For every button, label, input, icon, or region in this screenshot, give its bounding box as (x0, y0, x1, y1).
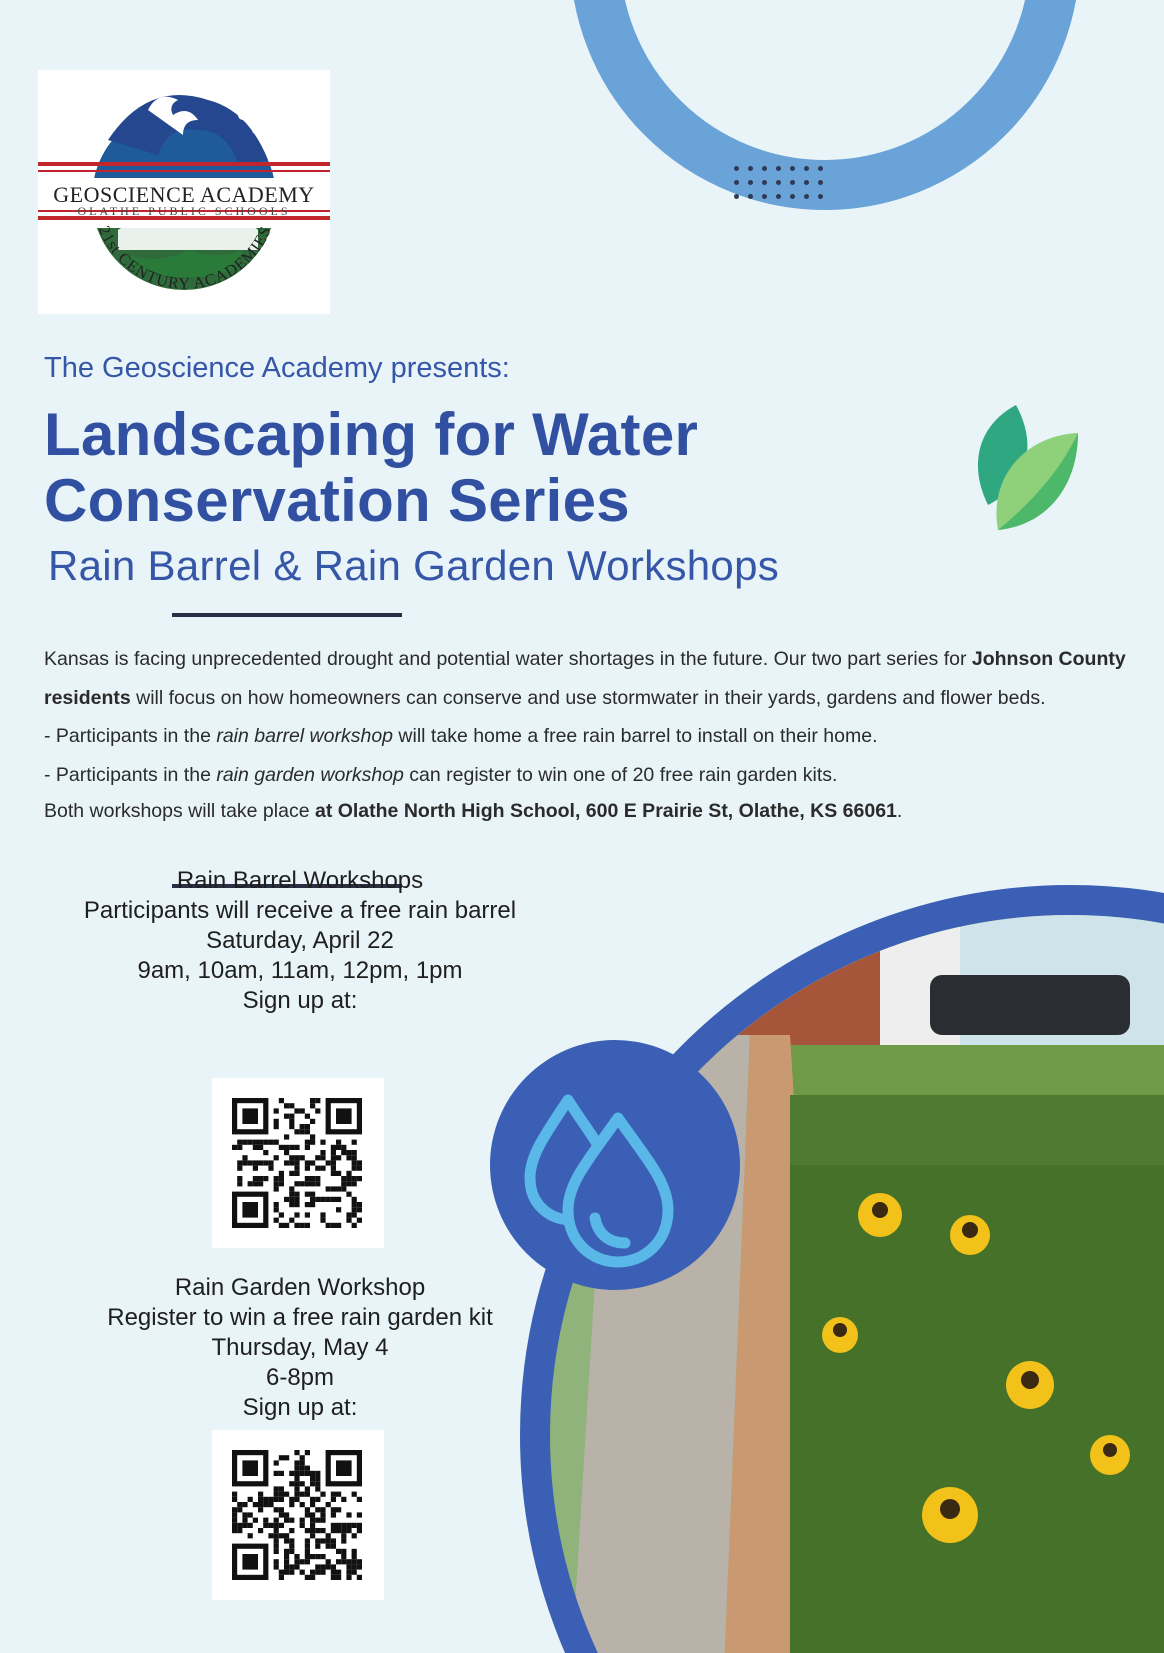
decorative-dot (748, 180, 753, 185)
page-subtitle: Rain Barrel & Rain Garden Workshops (48, 542, 780, 589)
logo-tagline-text: 21st CENTURY ACADEMIES (94, 223, 276, 293)
decorative-dot (748, 166, 753, 171)
intro-p3-italic: rain garden workshop (216, 763, 404, 786)
logo-academy-name: GEOSCIENCE ACADEMY (53, 182, 315, 207)
intro-p2-text: - Participants in the (44, 725, 217, 747)
rain-garden-signup: Sign up at: (242, 1394, 358, 1421)
decorative-dot-grid (734, 166, 830, 206)
intro-paragraph-3 (44, 756, 1134, 795)
decorative-dot (734, 194, 739, 199)
rain-garden-note: Register to win a free rain garden kit (107, 1304, 493, 1331)
rain-barrel-info (20, 866, 580, 1016)
decorative-dot (790, 180, 795, 185)
intro-paragraph-4 (44, 794, 1134, 828)
geoscience-academy-logo (38, 70, 330, 314)
title-line-1: Landscaping for Water (44, 401, 699, 468)
rain-barrel-signup: Sign up at: (242, 987, 358, 1014)
decorative-dot (776, 180, 781, 185)
rain-barrel-qr-code[interactable] (212, 1078, 384, 1248)
rain-garden-heading: Rain Garden Workshop (174, 1274, 426, 1301)
svg-text:21st CENTURY ACADEMIES (95, 224, 275, 293)
decorative-dot (762, 180, 767, 185)
decorative-dot (762, 166, 767, 171)
intro-text (44, 640, 1134, 828)
logo-district-name: OLATHE PUBLIC SCHOOLS (77, 204, 291, 218)
water-drops-icon (490, 1040, 740, 1290)
title-line-2: Conservation Series (44, 467, 630, 534)
rain-garden-date: Thursday, May 4 (211, 1334, 389, 1361)
rain-garden-qr-code[interactable] (212, 1430, 384, 1600)
rain-garden-times: 6-8pm (265, 1364, 335, 1391)
logo-tagline-arc (38, 70, 330, 314)
intro-p1-text: Kansas is facing unprecedented drought and potential water shortages in the future. Our two part series for (44, 648, 972, 670)
decorative-dot (762, 194, 767, 199)
decorative-dot (790, 166, 795, 171)
divider-top (172, 613, 402, 617)
decorative-dot (804, 194, 809, 199)
water-drop-badge (490, 1040, 740, 1290)
intro-p4-bold: at Olathe North High School, 600 E Prairie St, Olathe, KS 66061 (314, 800, 897, 822)
intro-p4-text: Both workshops will take place (44, 800, 315, 822)
decorative-dot (776, 194, 781, 199)
decorative-dot (818, 194, 823, 199)
intro-paragraph-1 (44, 640, 1134, 717)
decorative-dot (790, 194, 795, 199)
intro-p1-text-end: will focus on how homeowners can conserve and use stormwater in their yards, gardens and flower beds. (130, 686, 1046, 709)
rain-barrel-times: 9am, 10am, 11am, 12pm, 1pm (137, 957, 463, 984)
intro-p2-italic: rain barrel workshop (216, 725, 394, 747)
intro-p3-text-end: can register to win one of 20 free rain garden kits. (403, 763, 838, 786)
rain-barrel-date: Saturday, April 22 (206, 927, 394, 954)
rain-garden-info (20, 1273, 580, 1423)
decorative-dot (734, 166, 739, 171)
decorative-dot (818, 166, 823, 171)
rain-barrel-note: Participants will receive a free rain barrel (83, 897, 517, 924)
decorative-dot (734, 180, 739, 185)
leaf-icon (968, 405, 1088, 535)
intro-p3-text: - Participants in the (44, 763, 217, 786)
presents-line: The Geoscience Academy presents: (44, 352, 510, 384)
rain-barrel-heading: Rain Barrel Workshops (176, 867, 424, 894)
decorative-dot (748, 194, 753, 199)
decorative-dot (804, 166, 809, 171)
page-title (44, 402, 698, 534)
decorative-dot (818, 180, 823, 185)
decorative-dot (776, 166, 781, 171)
intro-p4-text-end: . (896, 800, 903, 822)
intro-p1-bold: Johnson County residents (44, 648, 1126, 709)
intro-paragraph-2 (44, 717, 1134, 756)
decorative-dot (804, 180, 809, 185)
intro-p2-text-end: will take home a free rain barrel to install on their home. (393, 725, 878, 747)
